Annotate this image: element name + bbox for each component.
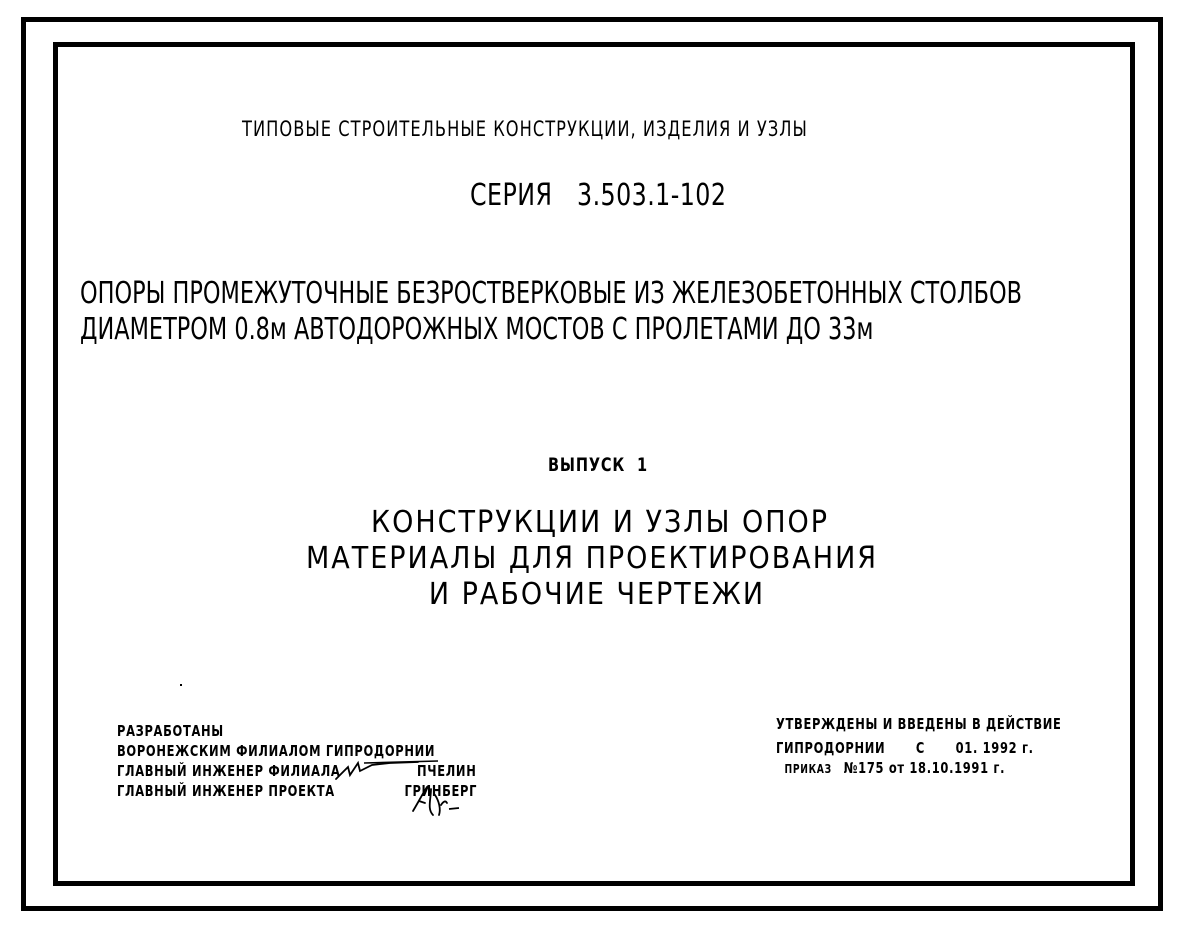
issue-title-block	[0, 505, 1184, 613]
speck-mark	[180, 684, 182, 686]
chief-engineer-branch-label: ГЛАВНЫЙ ИНЖЕНЕР ФИЛИАЛА	[117, 762, 341, 780]
approved-date: 01. 1992 г.	[955, 739, 1034, 757]
main-title	[80, 276, 1022, 348]
approved-c: С	[915, 739, 926, 757]
approved-line-3	[776, 758, 1062, 779]
issue-heading	[548, 454, 648, 476]
approved-block	[776, 714, 1062, 779]
order-text: №175 от 18.10.1991 г.	[843, 759, 1006, 777]
issue-title-line-2: МАТЕРИАЛЫ ДЛЯ ПРОЕКТИРОВАНИЯ	[305, 541, 879, 576]
chief-engineer-project-name: ГРИНБЕРГ	[404, 782, 478, 800]
developed-line-4	[117, 781, 477, 801]
chief-engineer-project-label: ГЛАВНЫЙ ИНЖЕНЕР ПРОЕКТА	[117, 782, 335, 800]
developed-line-1: РАЗРАБОТАНЫ	[117, 722, 224, 740]
series-label: СЕРИЯ	[470, 178, 553, 213]
issue-number: 1	[637, 454, 649, 476]
issue-label: ВЫПУСК	[548, 454, 626, 476]
series-number: 3.503.1-102	[577, 178, 727, 213]
approved-line-2	[776, 738, 1062, 758]
main-title-line-1: ОПОРЫ ПРОМЕЖУТОЧНЫЕ БЕЗРОСТВЕРКОВЫЕ ИЗ ЖЕЛЕЗОБЕТОННЫХ СТОЛБОВ	[80, 276, 1023, 311]
document-subtitle: ТИПОВЫЕ СТРОИТЕЛЬНЫЕ КОНСТРУКЦИИ, ИЗДЕЛИЯ И УЗЛЫ	[242, 117, 808, 141]
chief-engineer-branch-name: ПЧЕЛИН	[416, 762, 477, 780]
approved-org: ГИПРОДОРНИИ	[776, 739, 886, 757]
developed-by-block	[117, 721, 477, 801]
issue-title-line-1: КОНСТРУКЦИИ И УЗЛЫ ОПОР	[370, 505, 830, 540]
approved-line-1: УТВЕРЖДЕНЫ И ВВЕДЕНЫ В ДЕЙСТВИЕ	[776, 715, 1062, 733]
series-line	[470, 178, 726, 213]
developed-line-3	[117, 761, 477, 781]
developed-line-2: ВОРОНЕЖСКИМ ФИЛИАЛОМ ГИПРОДОРНИИ	[117, 742, 436, 760]
main-title-line-2: ДИАМЕТРОМ 0.8м АВТОДОРОЖНЫХ МОСТОВ С ПРОЛЕТАМИ ДО 33м	[80, 312, 874, 347]
issue-title-line-3: И РАБОЧИЕ ЧЕРТЕЖИ	[428, 577, 766, 612]
order-label: ПРИКАЗ	[784, 762, 832, 776]
